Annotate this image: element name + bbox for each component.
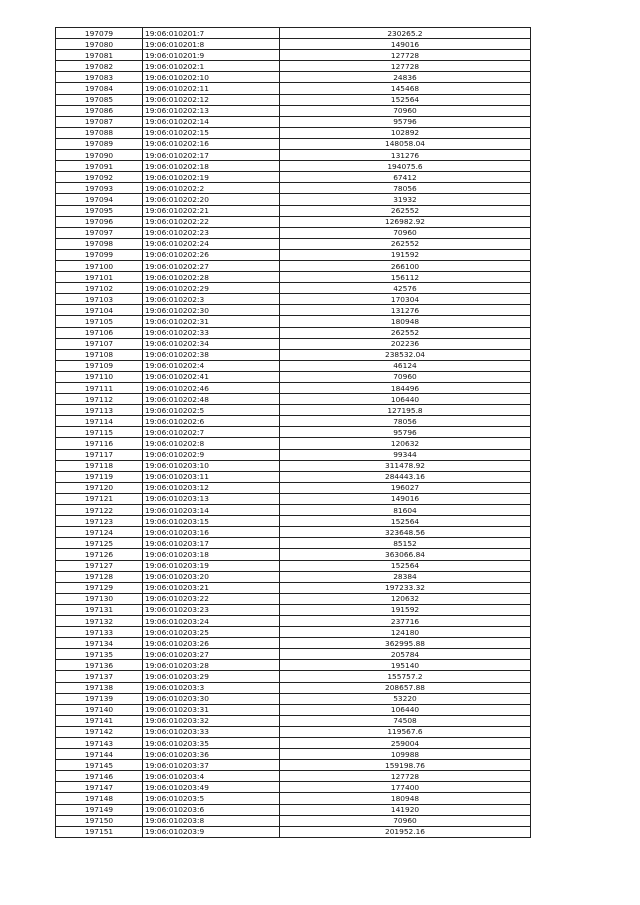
cadastral-value-cell: 67412	[280, 172, 531, 183]
row-number-cell: 197079	[56, 28, 143, 39]
row-number-cell: 197106	[56, 327, 143, 338]
cadastral-value-cell: 28384	[280, 571, 531, 582]
table-row	[56, 116, 531, 127]
table-row	[56, 105, 531, 116]
row-number-cell: 197120	[56, 482, 143, 493]
cadastral-value-cell: 78056	[280, 183, 531, 194]
row-number-cell: 197092	[56, 172, 143, 183]
cadastral-value-cell: 127728	[280, 50, 531, 61]
row-number-cell: 197088	[56, 127, 143, 138]
cadastral-number-cell: 19:06:010202:14	[143, 116, 280, 127]
row-number-cell: 197107	[56, 338, 143, 349]
row-number-cell: 197104	[56, 305, 143, 316]
row-number-cell: 197118	[56, 460, 143, 471]
cadastral-value-cell: 363066.84	[280, 549, 531, 560]
row-number-cell: 197094	[56, 194, 143, 205]
cadastral-value-cell: 78056	[280, 416, 531, 427]
table-row	[56, 482, 531, 493]
table-row	[56, 227, 531, 238]
table-row	[56, 316, 531, 327]
row-number-cell: 197101	[56, 272, 143, 283]
cadastral-number-cell: 19:06:010201:7	[143, 28, 280, 39]
cadastral-number-cell: 19:06:010202:17	[143, 150, 280, 161]
cadastral-value-cell: 184496	[280, 383, 531, 394]
cadastral-number-cell: 19:06:010202:10	[143, 72, 280, 83]
cadastral-value-cell: 70960	[280, 815, 531, 826]
cadastral-number-cell: 19:06:010202:12	[143, 94, 280, 105]
row-number-cell: 197113	[56, 405, 143, 416]
cadastral-value-cell: 205784	[280, 649, 531, 660]
row-number-cell: 197139	[56, 693, 143, 704]
cadastral-number-cell: 19:06:010203:24	[143, 615, 280, 626]
table-row	[56, 83, 531, 94]
cadastral-value-cell: 194075.6	[280, 161, 531, 172]
row-number-cell: 197108	[56, 349, 143, 360]
table-row	[56, 449, 531, 460]
table-row	[56, 61, 531, 72]
row-number-cell: 197142	[56, 726, 143, 737]
row-number-cell: 197116	[56, 438, 143, 449]
row-number-cell: 197147	[56, 782, 143, 793]
row-number-cell: 197127	[56, 560, 143, 571]
cadastral-value-cell: 230265.2	[280, 28, 531, 39]
table-row	[56, 738, 531, 749]
table-row	[56, 150, 531, 161]
row-number-cell: 197103	[56, 294, 143, 305]
cadastral-number-cell: 19:06:010202:22	[143, 216, 280, 227]
table-row	[56, 28, 531, 39]
cadastral-value-cell: 119567.6	[280, 726, 531, 737]
row-number-cell: 197095	[56, 205, 143, 216]
cadastral-value-cell: 237716	[280, 615, 531, 626]
cadastral-number-cell: 19:06:010203:13	[143, 493, 280, 504]
cadastral-value-cell: 197233.32	[280, 582, 531, 593]
cadastral-number-cell: 19:06:010203:20	[143, 571, 280, 582]
cadastral-value-cell: 152564	[280, 560, 531, 571]
table-row	[56, 183, 531, 194]
table-row	[56, 804, 531, 815]
cadastral-value-cell: 323648.56	[280, 527, 531, 538]
cadastral-number-cell: 19:06:010203:32	[143, 715, 280, 726]
cadastral-value-cell: 201952.16	[280, 826, 531, 837]
cadastral-value-cell: 149016	[280, 493, 531, 504]
cadastral-number-cell: 19:06:010203:31	[143, 704, 280, 715]
cadastral-value-cell: 311478.92	[280, 460, 531, 471]
cadastral-value-cell: 131276	[280, 305, 531, 316]
cadastral-value-cell: 106440	[280, 394, 531, 405]
row-number-cell: 197137	[56, 671, 143, 682]
cadastral-value-cell: 149016	[280, 39, 531, 50]
row-number-cell: 197145	[56, 760, 143, 771]
cadastral-value-cell: 70960	[280, 105, 531, 116]
cadastral-value-cell: 131276	[280, 150, 531, 161]
table-body	[56, 28, 531, 838]
row-number-cell: 197096	[56, 216, 143, 227]
row-number-cell: 197089	[56, 138, 143, 149]
cadastral-value-cell: 284443.16	[280, 471, 531, 482]
table-row	[56, 538, 531, 549]
cadastral-value-cell: 99344	[280, 449, 531, 460]
cadastral-number-cell: 19:06:010202:24	[143, 238, 280, 249]
cadastral-number-cell: 19:06:010202:18	[143, 161, 280, 172]
cadastral-number-cell: 19:06:010203:3	[143, 682, 280, 693]
table-row	[56, 238, 531, 249]
table-row	[56, 638, 531, 649]
table-row	[56, 50, 531, 61]
cadastral-value-cell: 180948	[280, 793, 531, 804]
cadastral-number-cell: 19:06:010203:4	[143, 771, 280, 782]
cadastral-number-cell: 19:06:010202:4	[143, 360, 280, 371]
cadastral-value-cell: 74508	[280, 715, 531, 726]
cadastral-value-cell: 155757.2	[280, 671, 531, 682]
cadastral-number-cell: 19:06:010203:19	[143, 560, 280, 571]
row-number-cell: 197105	[56, 316, 143, 327]
cadastral-number-cell: 19:06:010202:8	[143, 438, 280, 449]
table-row	[56, 682, 531, 693]
cadastral-number-cell: 19:06:010202:28	[143, 272, 280, 283]
cadastral-value-cell: 152564	[280, 516, 531, 527]
cadastral-number-cell: 19:06:010202:26	[143, 249, 280, 260]
cadastral-value-cell: 126982.92	[280, 216, 531, 227]
table-row	[56, 660, 531, 671]
cadastral-value-cell: 159198.76	[280, 760, 531, 771]
cadastral-number-cell: 19:06:010203:18	[143, 549, 280, 560]
cadastral-number-cell: 19:06:010203:37	[143, 760, 280, 771]
cadastral-number-cell: 19:06:010203:8	[143, 815, 280, 826]
cadastral-value-cell: 191592	[280, 249, 531, 260]
table-row	[56, 760, 531, 771]
row-number-cell: 197117	[56, 449, 143, 460]
cadastral-number-cell: 19:06:010202:5	[143, 405, 280, 416]
cadastral-value-cell: 95796	[280, 427, 531, 438]
table-row	[56, 249, 531, 260]
cadastral-value-cell: 196027	[280, 482, 531, 493]
cadastral-number-cell: 19:06:010203:35	[143, 738, 280, 749]
table-row	[56, 649, 531, 660]
cadastral-value-cell: 191592	[280, 604, 531, 615]
row-number-cell: 197126	[56, 549, 143, 560]
cadastral-value-cell: 170304	[280, 294, 531, 305]
cadastral-number-cell: 19:06:010202:27	[143, 260, 280, 271]
cadastral-value-cell: 127195.8	[280, 405, 531, 416]
cadastral-number-cell: 19:06:010202:1	[143, 61, 280, 72]
table-row	[56, 194, 531, 205]
cadastral-number-cell: 19:06:010202:11	[143, 83, 280, 94]
row-number-cell: 197121	[56, 493, 143, 504]
table-row	[56, 571, 531, 582]
cadastral-number-cell: 19:06:010202:16	[143, 138, 280, 149]
cadastral-number-cell: 19:06:010202:30	[143, 305, 280, 316]
table-row	[56, 715, 531, 726]
table-row	[56, 560, 531, 571]
table-row	[56, 383, 531, 394]
cadastral-number-cell: 19:06:010202:23	[143, 227, 280, 238]
row-number-cell: 197141	[56, 715, 143, 726]
cadastral-number-cell: 19:06:010202:9	[143, 449, 280, 460]
cadastral-number-cell: 19:06:010203:26	[143, 638, 280, 649]
cadastral-value-cell: 127728	[280, 771, 531, 782]
row-number-cell: 197149	[56, 804, 143, 815]
row-number-cell: 197102	[56, 283, 143, 294]
row-number-cell: 197134	[56, 638, 143, 649]
table-row	[56, 615, 531, 626]
cadastral-value-cell: 109988	[280, 749, 531, 760]
cadastral-value-cell: 195140	[280, 660, 531, 671]
cadastral-number-cell: 19:06:010202:20	[143, 194, 280, 205]
row-number-cell: 197115	[56, 427, 143, 438]
cadastral-number-cell: 19:06:010202:6	[143, 416, 280, 427]
cadastral-number-cell: 19:06:010202:33	[143, 327, 280, 338]
cadastral-number-cell: 19:06:010202:29	[143, 283, 280, 294]
cadastral-number-cell: 19:06:010203:21	[143, 582, 280, 593]
table-row	[56, 793, 531, 804]
cadastral-value-cell: 141920	[280, 804, 531, 815]
table-row	[56, 671, 531, 682]
row-number-cell: 197148	[56, 793, 143, 804]
cadastral-number-cell: 19:06:010203:12	[143, 482, 280, 493]
table-row	[56, 260, 531, 271]
cadastral-number-cell: 19:06:010202:34	[143, 338, 280, 349]
cadastral-value-cell: 262552	[280, 238, 531, 249]
cadastral-number-cell: 19:06:010203:27	[143, 649, 280, 660]
cadastral-number-cell: 19:06:010203:17	[143, 538, 280, 549]
row-number-cell: 197143	[56, 738, 143, 749]
cadastral-number-cell: 19:06:010203:30	[143, 693, 280, 704]
table-row	[56, 771, 531, 782]
table-row	[56, 471, 531, 482]
table-row	[56, 527, 531, 538]
table-row	[56, 205, 531, 216]
table-row	[56, 505, 531, 516]
cadastral-number-cell: 19:06:010201:9	[143, 50, 280, 61]
cadastral-number-cell: 19:06:010202:7	[143, 427, 280, 438]
cadastral-value-cell: 238532.04	[280, 349, 531, 360]
cadastral-number-cell: 19:06:010202:19	[143, 172, 280, 183]
cadastral-number-cell: 19:06:010203:36	[143, 749, 280, 760]
table-row	[56, 338, 531, 349]
cadastral-number-cell: 19:06:010202:38	[143, 349, 280, 360]
cadastral-value-cell: 81604	[280, 505, 531, 516]
cadastral-value-cell: 24836	[280, 72, 531, 83]
cadastral-number-cell: 19:06:010203:29	[143, 671, 280, 682]
row-number-cell: 197111	[56, 383, 143, 394]
table-row	[56, 782, 531, 793]
row-number-cell: 197087	[56, 116, 143, 127]
row-number-cell: 197151	[56, 826, 143, 837]
table-row	[56, 826, 531, 837]
row-number-cell: 197140	[56, 704, 143, 715]
table-row	[56, 371, 531, 382]
table-row	[56, 627, 531, 638]
table-row	[56, 172, 531, 183]
row-number-cell: 197093	[56, 183, 143, 194]
cadastral-number-cell: 19:06:010202:2	[143, 183, 280, 194]
table-row	[56, 360, 531, 371]
table-row	[56, 549, 531, 560]
cadastral-number-cell: 19:06:010203:33	[143, 726, 280, 737]
table-row	[56, 161, 531, 172]
table-row	[56, 726, 531, 737]
cadastral-number-cell: 19:06:010203:6	[143, 804, 280, 815]
table-row	[56, 294, 531, 305]
row-number-cell: 197110	[56, 371, 143, 382]
row-number-cell: 197082	[56, 61, 143, 72]
cadastral-number-cell: 19:06:010203:16	[143, 527, 280, 538]
cadastral-value-cell: 208657.88	[280, 682, 531, 693]
cadastral-value-cell: 262552	[280, 205, 531, 216]
cadastral-value-cell: 152564	[280, 94, 531, 105]
table-row	[56, 815, 531, 826]
row-number-cell: 197131	[56, 604, 143, 615]
cadastral-value-cell: 202236	[280, 338, 531, 349]
table-row	[56, 127, 531, 138]
table-row	[56, 427, 531, 438]
table-row	[56, 593, 531, 604]
cadastral-value-cell: 266100	[280, 260, 531, 271]
cadastral-number-cell: 19:06:010203:23	[143, 604, 280, 615]
cadastral-value-cell: 85152	[280, 538, 531, 549]
table-row	[56, 349, 531, 360]
table-row	[56, 749, 531, 760]
table-row	[56, 305, 531, 316]
table-row	[56, 72, 531, 83]
cadastral-number-cell: 19:06:010203:14	[143, 505, 280, 516]
row-number-cell: 197129	[56, 582, 143, 593]
table-row	[56, 516, 531, 527]
cadastral-value-cell: 127728	[280, 61, 531, 72]
row-number-cell: 197100	[56, 260, 143, 271]
row-number-cell: 197138	[56, 682, 143, 693]
row-number-cell: 197128	[56, 571, 143, 582]
row-number-cell: 197109	[56, 360, 143, 371]
cadastral-value-cell: 70960	[280, 227, 531, 238]
table-row	[56, 693, 531, 704]
row-number-cell: 197085	[56, 94, 143, 105]
cadastral-number-cell: 19:06:010203:10	[143, 460, 280, 471]
cadastral-number-cell: 19:06:010202:46	[143, 383, 280, 394]
cadastral-value-cell: 95796	[280, 116, 531, 127]
cadastral-value-cell: 362995.88	[280, 638, 531, 649]
cadastral-value-cell: 42576	[280, 283, 531, 294]
table-row	[56, 416, 531, 427]
cadastral-value-cell: 177400	[280, 782, 531, 793]
table-row	[56, 216, 531, 227]
cadastral-value-cell: 120632	[280, 438, 531, 449]
cadastral-value-cell: 259004	[280, 738, 531, 749]
cadastral-number-cell: 19:06:010203:25	[143, 627, 280, 638]
table-row	[56, 394, 531, 405]
table-row	[56, 704, 531, 715]
table-row	[56, 604, 531, 615]
row-number-cell: 197123	[56, 516, 143, 527]
cadastral-number-cell: 19:06:010202:13	[143, 105, 280, 116]
cadastral-number-cell: 19:06:010203:9	[143, 826, 280, 837]
cadastral-value-cell: 156112	[280, 272, 531, 283]
table-row	[56, 138, 531, 149]
cadastral-number-cell: 19:06:010202:31	[143, 316, 280, 327]
table-row	[56, 460, 531, 471]
cadastral-value-cell: 70960	[280, 371, 531, 382]
row-number-cell: 197136	[56, 660, 143, 671]
cadastral-value-cell: 120632	[280, 593, 531, 604]
table-row	[56, 327, 531, 338]
row-number-cell: 197119	[56, 471, 143, 482]
row-number-cell: 197130	[56, 593, 143, 604]
cadastral-value-cell: 145468	[280, 83, 531, 94]
row-number-cell: 197144	[56, 749, 143, 760]
row-number-cell: 197114	[56, 416, 143, 427]
row-number-cell: 197146	[56, 771, 143, 782]
row-number-cell: 197125	[56, 538, 143, 549]
row-number-cell: 197086	[56, 105, 143, 116]
table-row	[56, 582, 531, 593]
cadastral-number-cell: 19:06:010203:5	[143, 793, 280, 804]
cadastral-number-cell: 19:06:010203:15	[143, 516, 280, 527]
cadastral-number-cell: 19:06:010203:49	[143, 782, 280, 793]
row-number-cell: 197122	[56, 505, 143, 516]
row-number-cell: 197083	[56, 72, 143, 83]
row-number-cell: 197090	[56, 150, 143, 161]
table-row	[56, 39, 531, 50]
row-number-cell: 197098	[56, 238, 143, 249]
row-number-cell: 197132	[56, 615, 143, 626]
row-number-cell: 197133	[56, 627, 143, 638]
cadastral-value-table	[55, 27, 531, 838]
table-row	[56, 272, 531, 283]
cadastral-number-cell: 19:06:010202:48	[143, 394, 280, 405]
cadastral-number-cell: 19:06:010202:3	[143, 294, 280, 305]
cadastral-number-cell: 19:06:010203:11	[143, 471, 280, 482]
row-number-cell: 197081	[56, 50, 143, 61]
cadastral-value-cell: 46124	[280, 360, 531, 371]
row-number-cell: 197091	[56, 161, 143, 172]
row-number-cell: 197097	[56, 227, 143, 238]
row-number-cell: 197135	[56, 649, 143, 660]
table-row	[56, 405, 531, 416]
row-number-cell: 197112	[56, 394, 143, 405]
cadastral-value-cell: 124180	[280, 627, 531, 638]
cadastral-number-cell: 19:06:010202:41	[143, 371, 280, 382]
cadastral-value-cell: 53220	[280, 693, 531, 704]
cadastral-number-cell: 19:06:010202:15	[143, 127, 280, 138]
table-row	[56, 438, 531, 449]
cadastral-number-cell: 19:06:010203:28	[143, 660, 280, 671]
cadastral-number-cell: 19:06:010203:22	[143, 593, 280, 604]
cadastral-value-cell: 106440	[280, 704, 531, 715]
row-number-cell: 197080	[56, 39, 143, 50]
cadastral-number-cell: 19:06:010201:8	[143, 39, 280, 50]
row-number-cell: 197099	[56, 249, 143, 260]
cadastral-value-cell: 180948	[280, 316, 531, 327]
cadastral-value-cell: 31932	[280, 194, 531, 205]
cadastral-value-cell: 262552	[280, 327, 531, 338]
table-row	[56, 94, 531, 105]
row-number-cell: 197150	[56, 815, 143, 826]
table-row	[56, 283, 531, 294]
cadastral-value-cell: 102892	[280, 127, 531, 138]
table-row	[56, 493, 531, 504]
cadastral-value-cell: 148058.04	[280, 138, 531, 149]
cadastral-number-cell: 19:06:010202:21	[143, 205, 280, 216]
row-number-cell: 197084	[56, 83, 143, 94]
row-number-cell: 197124	[56, 527, 143, 538]
